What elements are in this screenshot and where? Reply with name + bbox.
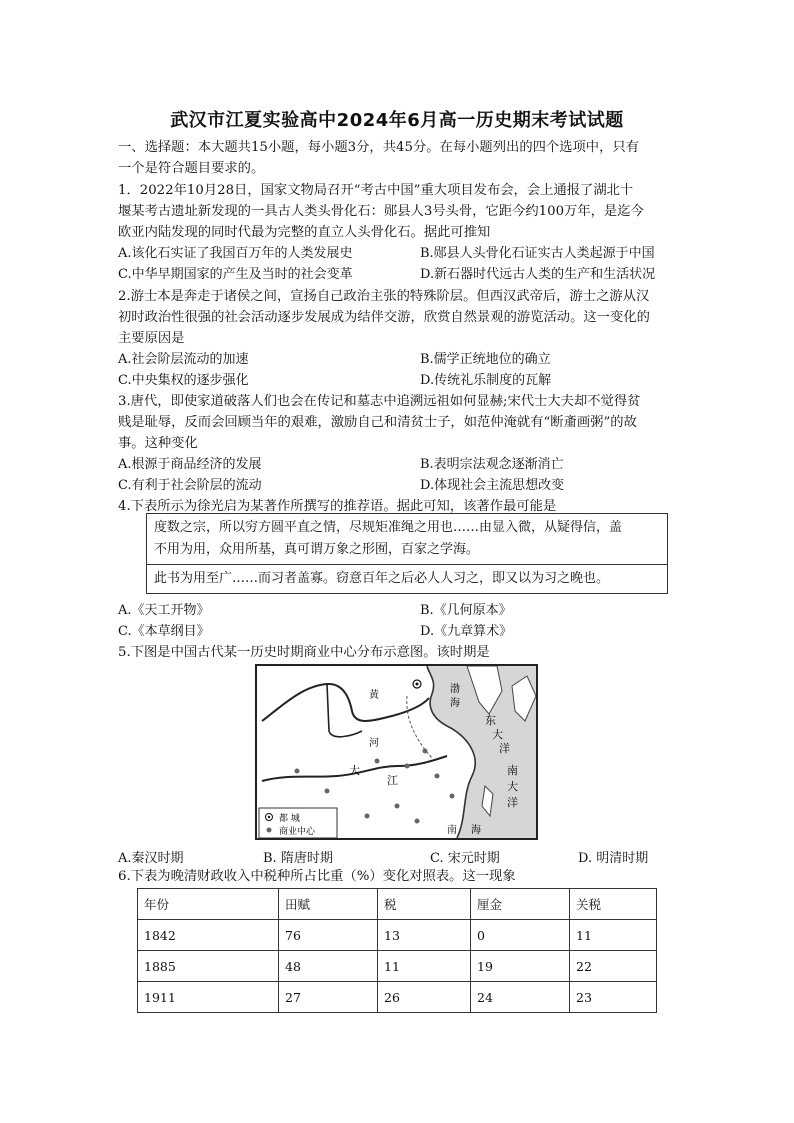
- q4-quote-row2: 此书为用至广……而习者盖寡。窃意百年之后必人人习之，即又以为习之晚也。: [154, 571, 610, 586]
- q5-option-d: D. 明清时期: [578, 851, 649, 866]
- table-cell: 22: [570, 951, 657, 982]
- label-nanhai-nan: 南: [447, 825, 457, 836]
- table-cell: 11: [378, 951, 471, 982]
- label-nanhai-hai: 海: [471, 825, 481, 836]
- label-he: 河: [369, 738, 379, 749]
- table-cell: 76: [279, 920, 378, 951]
- q4-line1: 4.下表所示为徐光启为某著作所撰写的推荐语。据此可知，该著作最可能是: [118, 499, 557, 514]
- q4-quote1-line1: 度数之宗，所以穷方圆平直之情，尽规矩准绳之用也……由显入微，从疑得信，盖: [154, 520, 623, 535]
- q4-option-c: C.《本草纲目》: [118, 624, 210, 639]
- q1-line2: 堰某考古遗址新发现的一具古人类头骨化石：郧县人3号头骨，它距今约100万年，是迄今: [118, 204, 644, 219]
- q2-option-b: B.儒学正统地位的确立: [420, 352, 551, 367]
- q2-option-c: C.中央集权的逐步强化: [118, 373, 249, 388]
- q3-line3: 事。这种变化: [118, 436, 198, 451]
- commerce-center-dot: [365, 814, 370, 819]
- table-header-cell: 年份: [138, 889, 279, 920]
- label-hai: 海: [450, 698, 460, 709]
- yellow-river: [262, 684, 429, 721]
- commerce-center-dot: [435, 774, 440, 779]
- q2-option-d: D.传统礼乐制度的瓦解: [420, 373, 552, 388]
- q1-line3: 欧亚内陆发现的同时代最为完整的直立人头骨化石。据此可推知: [118, 225, 491, 240]
- q6-line1: 6.下表为晚清财政收入中税种所占比重（%）变化对照表。这一现象: [118, 869, 516, 884]
- table-header-row: [138, 889, 657, 920]
- label-da: 大: [492, 728, 503, 741]
- q5-option-b: B. 隋唐时期: [263, 851, 333, 866]
- commerce-center-dot: [395, 804, 400, 809]
- table-cell: 27: [279, 982, 378, 1013]
- table-cell: 0: [471, 920, 570, 951]
- q1-option-c: C.中华早期国家的产生及当时的社会变革: [118, 267, 353, 282]
- legend-capital-label: 都 城: [279, 814, 300, 824]
- finance-table: [137, 888, 657, 1013]
- label-jiang-jiang: 江: [387, 774, 398, 787]
- label-da2: 大: [507, 780, 518, 793]
- q3-option-a: A.根源于商品经济的发展: [118, 457, 262, 472]
- table-header-cell: 厘金: [471, 889, 570, 920]
- q1-option-d: D.新石器时代远古人类的生产和生活状况: [420, 267, 656, 282]
- q2-line3: 主要原因是: [118, 331, 185, 346]
- table-row: [138, 920, 657, 951]
- q3-option-c: C.有利于社会阶层的流动: [118, 478, 262, 493]
- table-cell: 19: [471, 951, 570, 982]
- q1-option-b: B.郧县人头骨化石证实古人类起源于中国: [420, 246, 655, 261]
- table-cell: 1911: [138, 982, 279, 1013]
- q4-quote-row1: [147, 514, 667, 565]
- label-yang: 洋: [499, 742, 510, 755]
- q3-line1: 3.唐代，即使家道破落人们也会在传记和墓志中追溯远祖如何显赫;宋代士大夫却不觉得贫: [118, 394, 641, 409]
- commerce-center-dot: [415, 819, 420, 824]
- q4-option-d: D.《九章算术》: [420, 624, 513, 639]
- capital-marker-dot: [416, 683, 419, 686]
- commerce-center-dot: [405, 764, 410, 769]
- q3-line2: 贱是耻辱，反而会回顾当年的艰难，激励自己和清贫士子，如范仲淹就有“断齑画粥”的故: [118, 415, 637, 430]
- label-bo: 渤: [450, 684, 460, 695]
- legend-center-symbol: [267, 828, 272, 833]
- commerce-center-dot: [375, 759, 380, 764]
- q3-option-b: B.表明宗法观念逐渐消亡: [420, 457, 564, 472]
- commerce-center-dot: [423, 749, 428, 754]
- q4-option-a: A.《天工开物》: [118, 603, 210, 618]
- commerce-center-map: [255, 664, 538, 840]
- q5-option-c: C. 宋元时期: [430, 851, 500, 866]
- table-cell: 11: [570, 920, 657, 951]
- table-row: [138, 951, 657, 982]
- commerce-center-dot: [295, 769, 300, 774]
- commerce-center-dot: [325, 789, 330, 794]
- table-cell: 23: [570, 982, 657, 1013]
- table-header-cell: 关税: [570, 889, 657, 920]
- table-cell: 1842: [138, 920, 279, 951]
- label-jiang-da: 大: [349, 764, 360, 777]
- q1-line1: 1．2022年10月28日，国家文物局召开“考古中国”重大项目发布会，会上通报了湖北十: [118, 183, 634, 198]
- q2-option-a: A.社会阶层流动的加速: [118, 352, 249, 367]
- exam-title: 武汉市江夏实验高中2024年6月高一历史期末考试试题: [170, 110, 624, 131]
- q4-quote-table: [146, 513, 668, 594]
- label-huang: 黄: [369, 690, 379, 701]
- table-header-cell: 田赋: [279, 889, 378, 920]
- table-cell: 48: [279, 951, 378, 982]
- table-header-cell: 税: [378, 889, 471, 920]
- label-dong: 东: [485, 714, 496, 727]
- legend-capital-symbol-dot: [268, 816, 270, 818]
- commerce-center-dot: [450, 794, 455, 799]
- table-cell: 26: [378, 982, 471, 1013]
- q5-line1: 5.下图是中国古代某一历史时期商业中心分布示意图。该时期是: [118, 645, 490, 660]
- q1-option-a: A.该化石实证了我国百万年的人类发展史: [118, 246, 353, 261]
- label-yang2: 洋: [507, 796, 518, 809]
- table-row: [138, 982, 657, 1013]
- q2-line1: 2.游士本是奔走于诸侯之间，宣扬自己政治主张的特殊阶层。但西汉武帝后，游士之游从汉: [118, 289, 650, 304]
- section-instructions-line1: 一、选择题：本大题共15小题，每小题3分，共45分。在每小题列出的四个选项中，只有: [118, 140, 639, 155]
- q5-option-a: A.秦汉时期: [118, 851, 184, 866]
- q4-option-b: B.《几何原本》: [420, 603, 512, 618]
- legend-center-label: 商业中心: [279, 827, 316, 837]
- q2-line2: 初时政治性很强的社会活动逐步发展成为结伴交游，欣赏自然景观的游览活动。这一变化的: [118, 310, 650, 325]
- q3-option-d: D.体现社会主流思想改变: [420, 478, 565, 493]
- table-cell: 24: [471, 982, 570, 1013]
- table-cell: 1885: [138, 951, 279, 982]
- section-instructions-line2: 一个是符合题目要求的。: [118, 161, 265, 176]
- label-nan: 南: [507, 764, 518, 777]
- table-cell: 13: [378, 920, 471, 951]
- q4-quote1-line2: 不用为用，众用所基，真可谓万象之形囿，百家之学海。: [154, 542, 480, 557]
- map-drawing: [257, 666, 536, 838]
